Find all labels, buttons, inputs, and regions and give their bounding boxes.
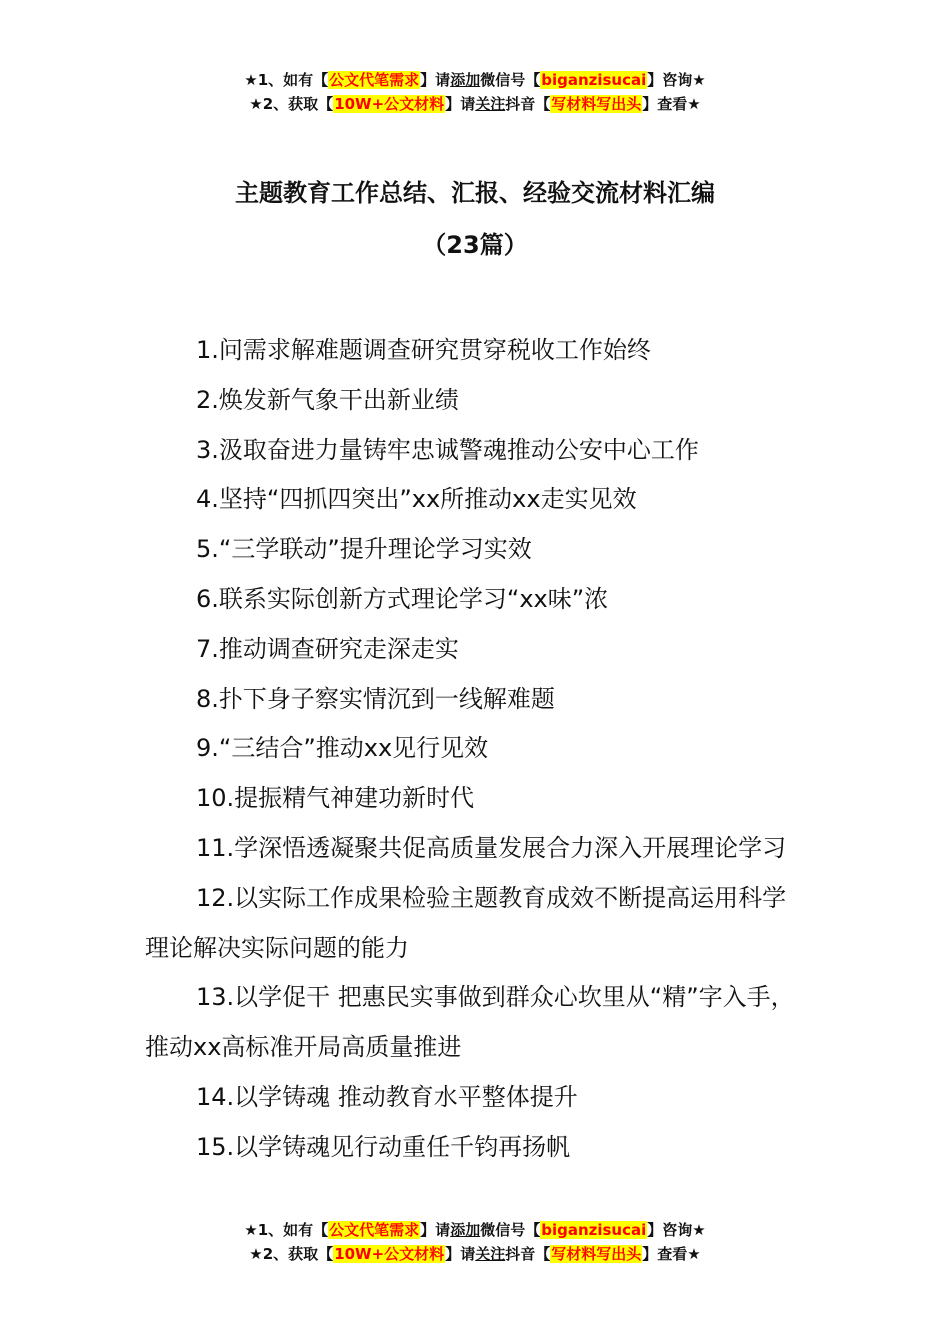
toc-item: 3.汲取奋进力量铸牢忠诚警魂推动公安中心工作: [196, 435, 699, 464]
banner-text: 】请: [445, 1245, 476, 1263]
toc-item: 8.扑下身子察实情沉到一线解难题: [196, 684, 555, 713]
banner-highlight: biganzisucai: [541, 1221, 647, 1239]
banner-highlight: 公文代笔需求: [329, 1221, 420, 1239]
banner-highlight: biganzisucai: [541, 71, 647, 89]
banner-text: ★1、如有【: [244, 71, 329, 89]
toc-item: 12.以实际工作成果检验主题教育成效不断提高运用科学理论解决实际问题的能力: [145, 883, 787, 962]
banner-text: ★1、如有【: [244, 1221, 329, 1239]
banner-text: 抖音【: [505, 95, 551, 113]
banner-highlight: 写材料写出头: [551, 1245, 642, 1263]
toc-item: 4.坚持“四抓四突出”xx所推动xx走实见效: [196, 485, 637, 514]
toc-item: 5.“三学联动”提升理论学习实效: [196, 535, 532, 564]
banner-text: ★2、获取【: [249, 95, 334, 113]
banner-highlight: 写材料写出头: [551, 95, 642, 113]
footer-banner: [0, 1218, 950, 1266]
banner-underline: 关注: [475, 1245, 506, 1263]
toc-item: 1.问需求解难题调查研究贯穿税收工作始终: [196, 336, 651, 364]
banner-line-1: [0, 68, 950, 92]
banner-line-2: [0, 92, 950, 116]
toc-item: 2.焕发新气象干出新业绩: [196, 385, 459, 414]
banner-line-2: [0, 1242, 950, 1266]
banner-highlight: 10W+公文材料: [334, 1245, 445, 1263]
header-banner: [0, 68, 950, 116]
banner-underline: 添加: [450, 1221, 481, 1239]
banner-highlight: 10W+公文材料: [334, 95, 445, 113]
banner-text: 】查看★: [642, 1245, 701, 1263]
document-title: 主题教育工作总结、汇报、经验交流材料汇编: [235, 179, 715, 207]
banner-line-1: [0, 1218, 950, 1242]
banner-underline: 添加: [450, 71, 481, 89]
toc-item: 10.提振精气神建功新时代: [196, 784, 475, 813]
toc-item: 9.“三结合”推动xx见行见效: [196, 734, 489, 763]
toc-item: 13.以学促干 把惠民实事做到群众心坎里从“精”字入手，推动xx高标准开局高质量推进: [145, 983, 795, 1062]
banner-highlight: 公文代笔需求: [329, 71, 420, 89]
toc-item: 14.以学铸魂 推动教育水平整体提升: [196, 1082, 578, 1111]
document-count: （23篇）: [422, 231, 528, 259]
table-of-contents: [145, 326, 810, 1173]
toc-item: 15.以学铸魂见行动重任千钧再扬帆: [196, 1132, 571, 1161]
banner-text: ★2、获取【: [249, 1245, 334, 1263]
banner-text: 】查看★: [642, 95, 701, 113]
banner-text: 】咨询★: [647, 71, 706, 89]
banner-text: 】请: [445, 95, 476, 113]
banner-text: 】请: [420, 71, 451, 89]
banner-text: 抖音【: [505, 1245, 551, 1263]
banner-underline: 关注: [475, 95, 506, 113]
banner-text: 微信号【: [480, 71, 541, 89]
banner-text: 】请: [420, 1221, 451, 1239]
banner-text: 】咨询★: [647, 1221, 706, 1239]
banner-text: 微信号【: [480, 1221, 541, 1239]
toc-item: 11.学深悟透凝聚共促高质量发展合力深入开展理论学习: [196, 833, 787, 862]
toc-item: 6.联系实际创新方式理论学习“xx味”浓: [196, 584, 609, 613]
toc-item: 7.推动调查研究走深走实: [196, 634, 459, 663]
